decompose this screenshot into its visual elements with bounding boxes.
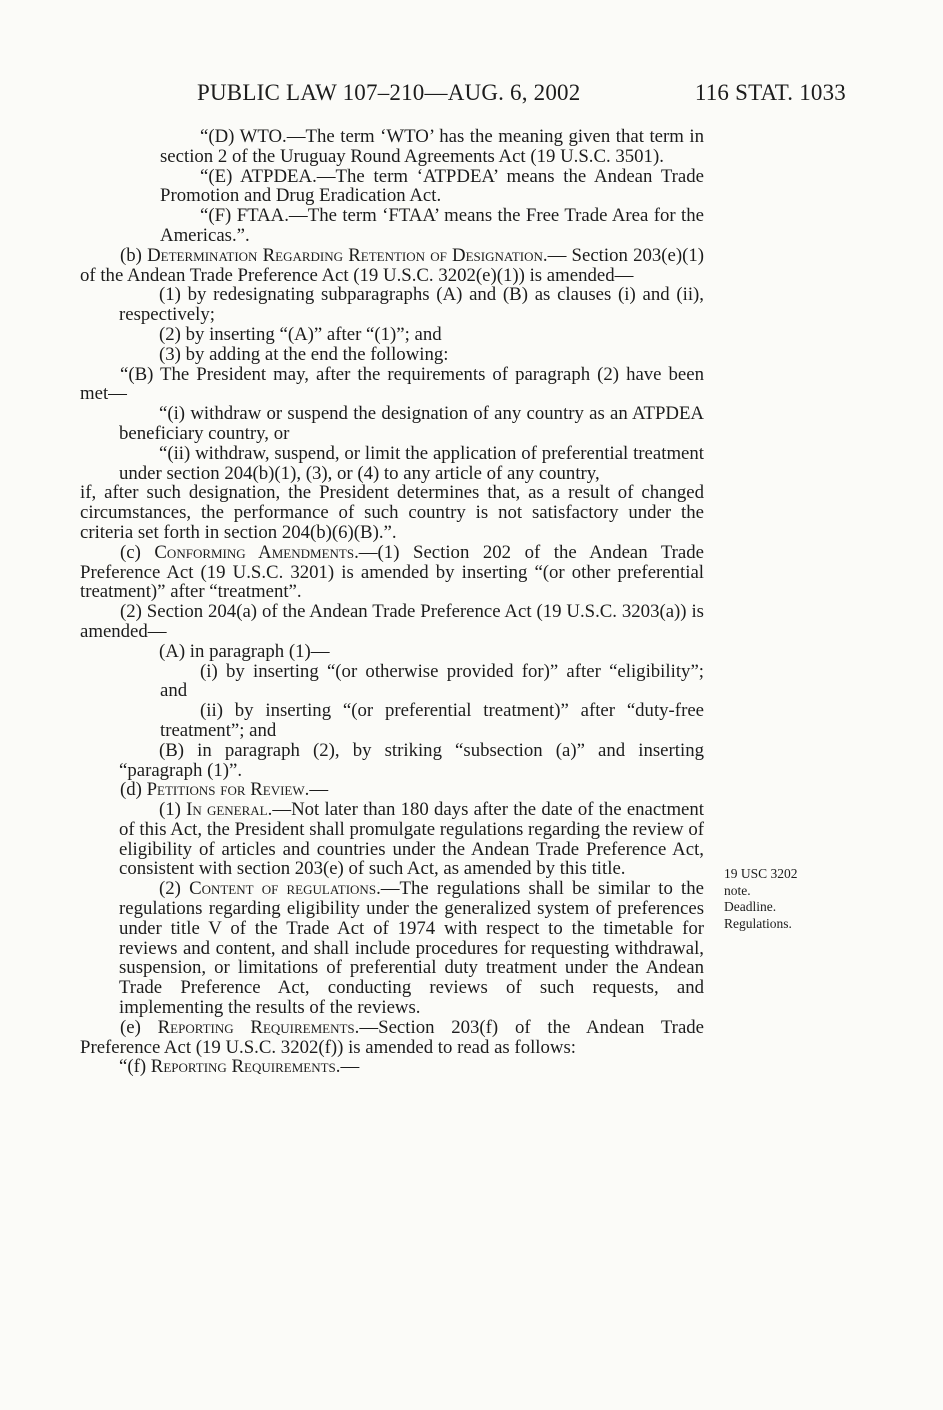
paragraph-text: .—(1) Section 202 of the Andean Trade Preference Act (19 U.S.C. 3201) is amended by inserting “(or other preferential treatment)” after “treatment”. <box>80 541 704 603</box>
paragraph <box>80 365 704 405</box>
paragraph <box>80 800 704 879</box>
paragraph <box>80 642 704 662</box>
paragraph-text: .—Not later than 180 days after the date of the enactment of this Act, the President shall promulgate regulations regarding the review of eligibility of articles and countries under the Andean Trade Preference Act, consistent with section 203(e) of such Act, as amended by this title. <box>119 799 704 880</box>
section-heading: Content of regulations <box>189 878 377 900</box>
paragraph-lead: (b) <box>120 244 148 266</box>
paragraph-text: .—The regulations shall be similar to the regulations regarding eligibility under the generalized system of preferences under title V of the Trade Act of 1974 with respect to the timetable for reviews and content, and shall include procedures for requesting withdrawal, suspension, or limitations of preferential duty treatment under the Andean Trade Preference Act, conducting reviews of such requests, and implementing the results of the reviews. <box>119 878 705 1019</box>
paragraph <box>80 246 704 286</box>
paragraph-lead: (c) <box>120 541 155 563</box>
paragraph <box>80 483 704 542</box>
paragraph-lead: (2) <box>159 878 190 900</box>
paragraph-lead: (d) <box>120 779 147 801</box>
paragraph-lead: “(f) <box>119 1056 151 1078</box>
paragraph-lead: (e) <box>120 1016 158 1038</box>
margin-note: note. <box>724 882 751 898</box>
paragraph-text: (i) by inserting “(or otherwise provided for)” after “eligibility”; and <box>160 660 704 702</box>
paragraph <box>80 1057 704 1077</box>
section-heading: Reporting Requirements <box>157 1016 355 1038</box>
paragraph <box>80 701 704 741</box>
statute-page-number: 116 STAT. 1033 <box>694 80 846 105</box>
margin-note: Deadline. <box>724 899 777 914</box>
paragraph <box>80 404 704 444</box>
paragraph-text: (ii) by inserting “(or preferential treatment)” after “duty-free treatment”; and <box>160 700 704 741</box>
section-heading: Determination Regarding Retention of Designation <box>147 244 543 266</box>
paragraph-text: “(F) FTAA.—The term ‘FTAA’ means the Free Trade Area for the Americas.”. <box>160 205 704 246</box>
paragraph-text: “(D) WTO.—The term ‘WTO’ has the meaning given that term in section 2 of the Uruguay Round Agreements Act (19 U.S.C. 3501). <box>160 126 704 167</box>
paragraph <box>80 206 704 246</box>
paragraph-text: “(i) withdraw or suspend the designation of any country as an ATPDEA beneficiary country, or <box>119 403 704 444</box>
paragraph <box>80 285 704 325</box>
paragraph-text: .— Section 203(e)(1) of the Andean Trade Preference Act (19 U.S.C. 3202(e)(1)) is amended— <box>80 244 704 286</box>
paragraph-text: “(E) ATPDEA.—The term ‘ATPDEA’ means the Andean Trade Promotion and Drug Eradication Act. <box>160 165 704 207</box>
law-citation: PUBLIC LAW 107–210—AUG. 6, 2002 <box>197 80 581 105</box>
paragraph-text: “(ii) withdraw, suspend, or limit the application of preferential treatment under section 204(b)(1), (3), or (4) to any article of any country, <box>119 442 704 484</box>
paragraph-text: (A) in paragraph (1)— <box>159 640 330 662</box>
paragraph-text: (3) by adding at the end the following: <box>159 343 449 365</box>
margin-note: Regulations. <box>724 915 792 931</box>
paragraph-text: .— <box>304 779 329 801</box>
paragraph <box>80 602 704 642</box>
paragraph-text: .— <box>335 1056 360 1078</box>
paragraph-text: (B) in paragraph (2), by striking “subsection (a)” and inserting “paragraph (1)”. <box>119 739 704 781</box>
paragraph <box>80 662 704 702</box>
paragraph-text: “(B) The President may, after the requirements of paragraph (2) have been met— <box>80 363 704 405</box>
paragraph <box>80 345 704 365</box>
paragraph <box>80 325 704 345</box>
paragraph <box>80 444 704 484</box>
paragraph-text: .—Section 203(f) of the Andean Trade Preference Act (19 U.S.C. 3202(f)) is amended to read as follows: <box>80 1016 705 1058</box>
section-heading: Conforming Amendments <box>154 541 355 563</box>
paragraph <box>80 127 704 167</box>
paragraph <box>80 1018 704 1058</box>
page-header <box>80 80 846 110</box>
law-text-body <box>80 127 704 1077</box>
paragraph-text: (2) Section 204(a) of the Andean Trade Preference Act (19 U.S.C. 3203(a)) is amended— <box>80 601 704 642</box>
paragraph-text: (2) by inserting “(A)” after “(1)”; and <box>159 323 442 345</box>
paragraph-text: (1) by redesignating subparagraphs (A) and (B) as clauses (i) and (ii), respectively; <box>119 284 704 326</box>
paragraph-text: if, after such designation, the President determines that, as a result of changed circumstances, the performance of such country is not satisfactory under the criteria set forth in section 204(b)(6)(B).”. <box>80 482 704 543</box>
paragraph <box>80 167 704 207</box>
paragraph <box>80 879 704 1018</box>
section-heading: In general <box>186 799 268 821</box>
paragraph <box>80 543 704 602</box>
margin-note: 19 USC 3202 <box>724 866 798 881</box>
paragraph-lead: (1) <box>159 799 187 821</box>
paragraph <box>80 780 704 800</box>
margin-notes <box>724 866 834 932</box>
section-heading: Petitions for Review <box>146 779 305 801</box>
section-heading: Reporting Requirements <box>150 1056 336 1078</box>
paragraph <box>80 741 704 781</box>
